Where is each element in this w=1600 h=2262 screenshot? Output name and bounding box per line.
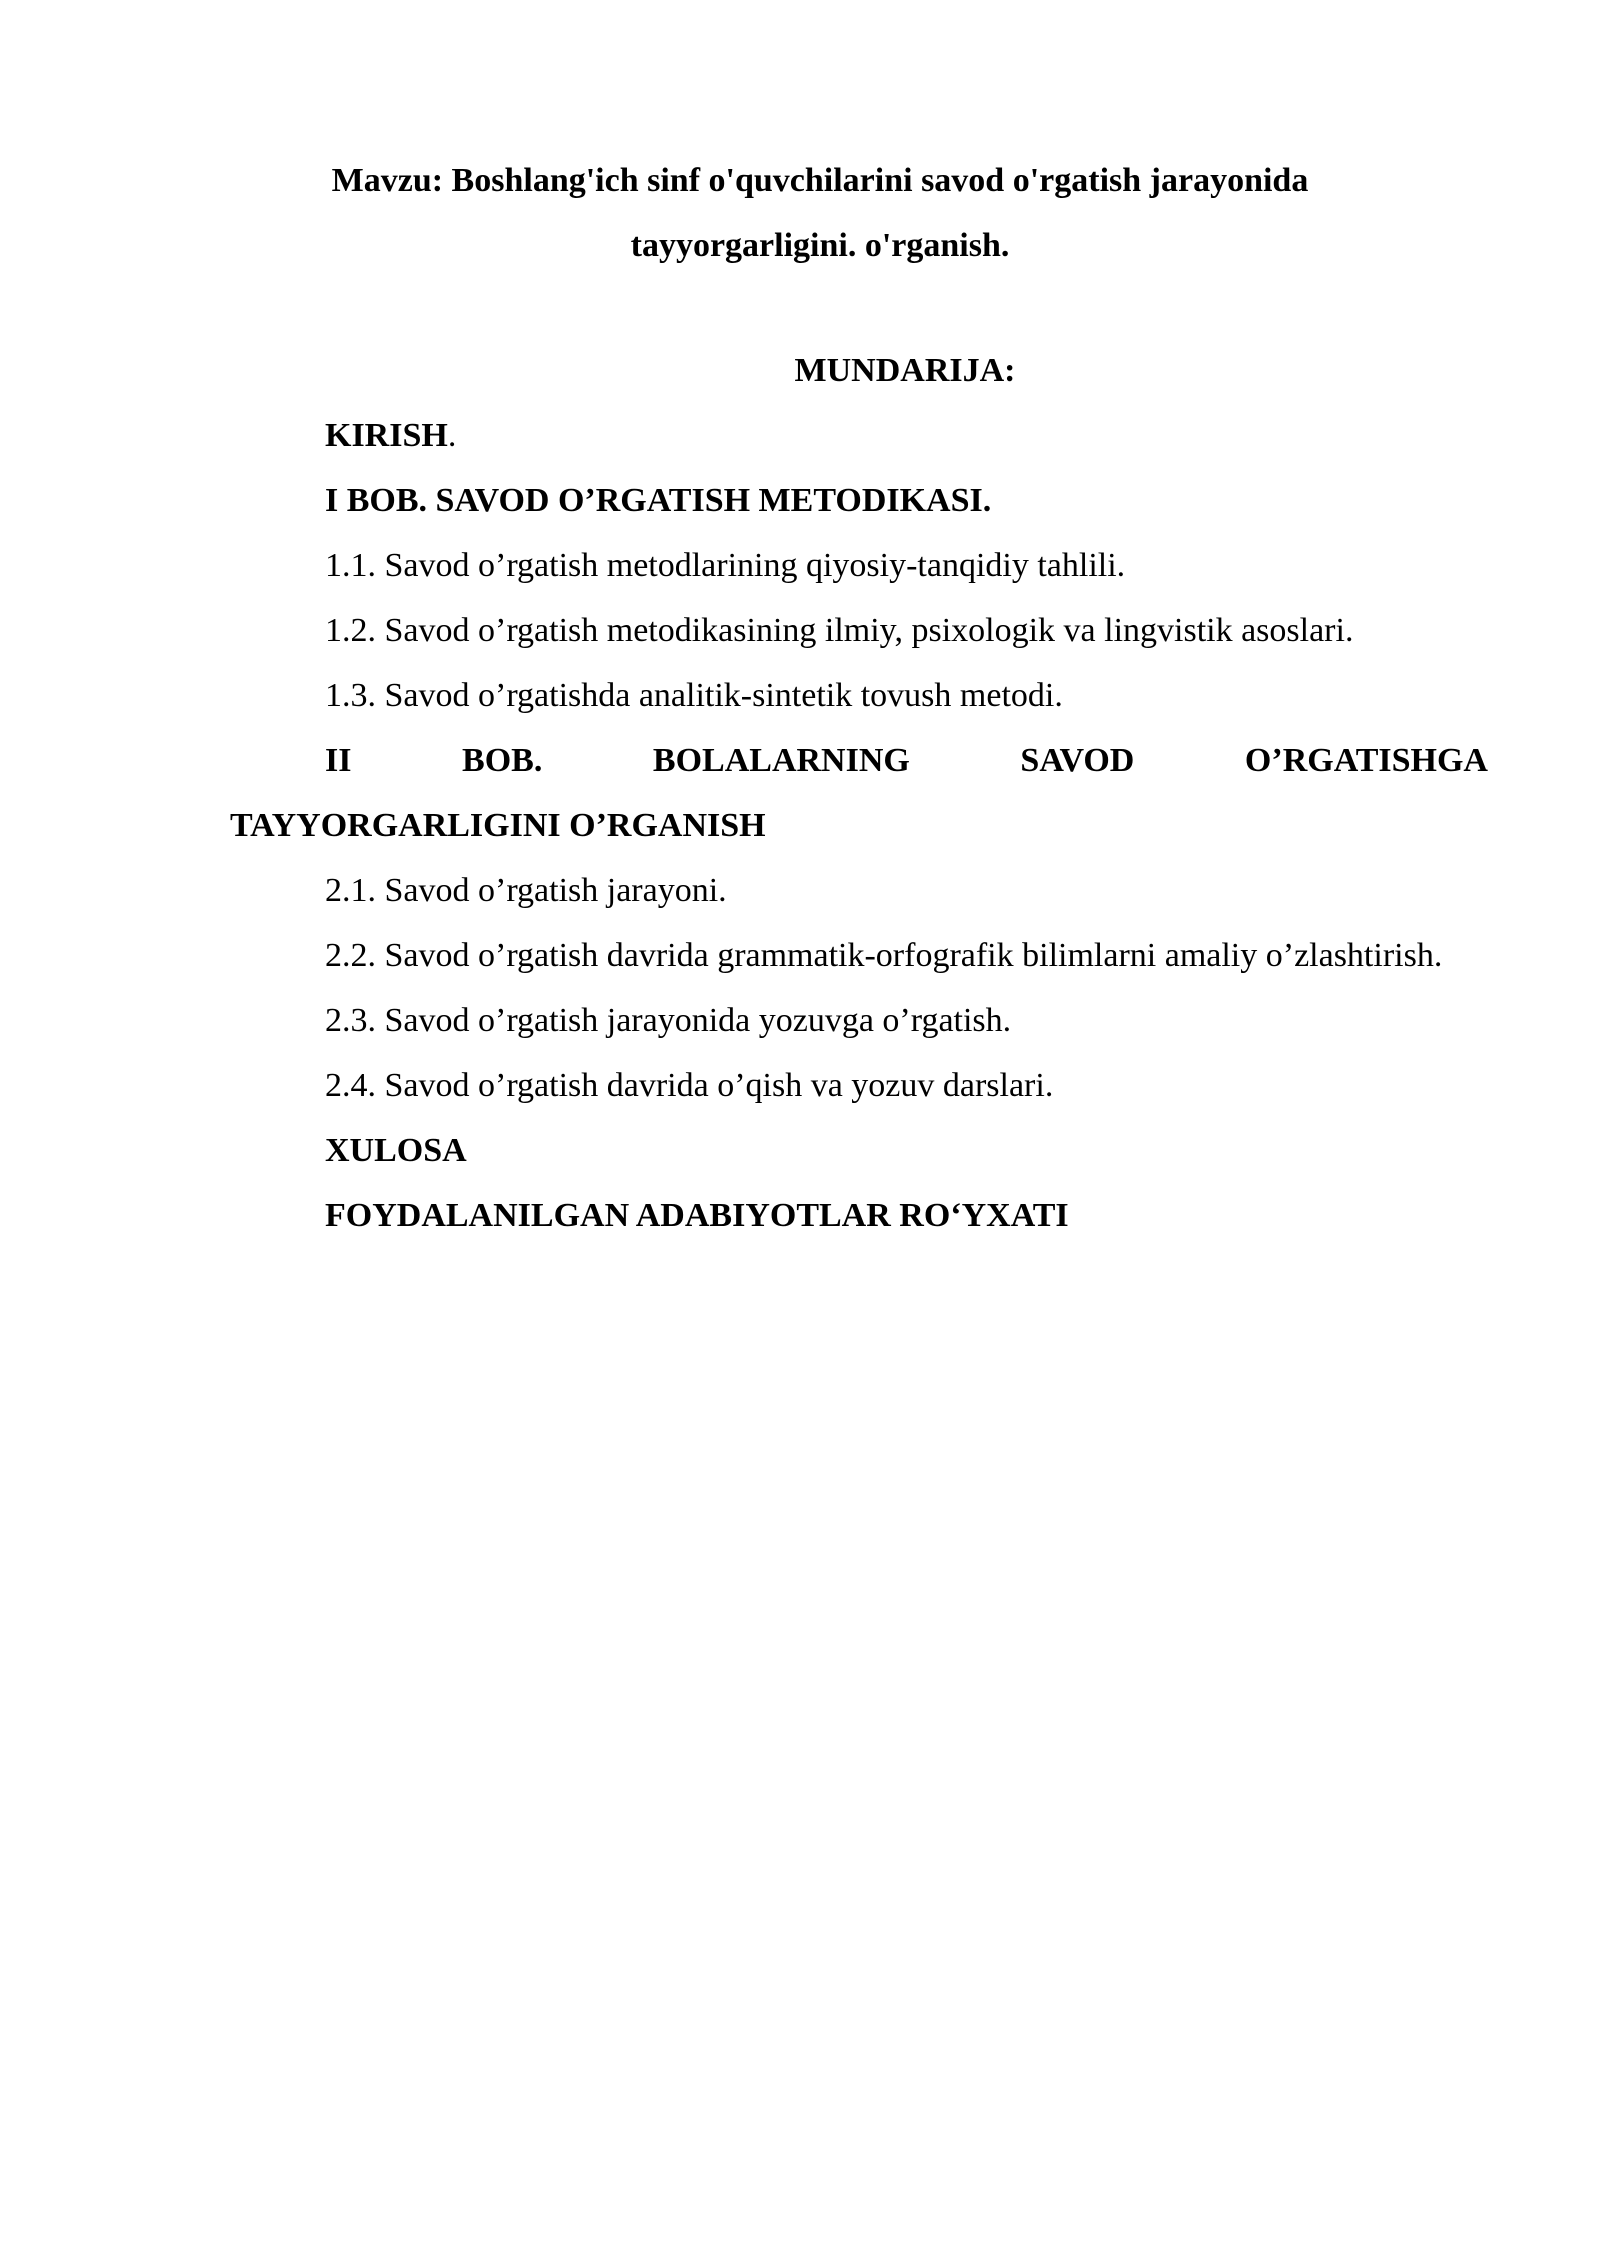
toc-entry-section-1-3: 1.3. Savod o’rgatishda analitik-sintetik tovush metodi. [325,677,1063,714]
toc-entry-chapter-2-word-3: BOLALARNING [652,742,910,779]
toc-entry-chapter-1: I BOB. SAVOD O’RGATISH METODIKASI. [325,482,992,519]
toc-entry-section-2-1: 2.1. Savod o’rgatish jarayoni. [325,872,727,909]
toc-entry-chapter-2-word-2: BOB. [462,742,543,779]
toc-entry-chapter-2-line-1 [230,728,1488,793]
toc-entry-section-2-2: 2.2. Savod o’rgatish davrida grammatik-orfografik bilimlarni amaliy o’zlashtirish. [325,937,1443,974]
toc-entry-chapter-2-word-1: II [325,742,352,779]
document-title-line-1: Mavzu: Boshlang'ich sinf o'quvchilarini savod o'rgatish jarayonida [331,162,1309,199]
toc-entry-chapter-2-line-2: TAYYORGARLIGINI O’RGANISH [230,807,766,844]
toc-entry-section-2-4: 2.4. Savod o’rgatish davrida o’qish va yozuv darslari. [325,1067,1054,1104]
document-title-line-2: tayyorgarligini. o'rganish. [630,227,1010,264]
toc-entry-introduction [230,403,1488,468]
toc-entry-section-2-3: 2.3. Savod o’rgatish jarayonida yozuvga o’rgatish. [325,1002,1012,1039]
toc-entry-introduction-dot: . [447,417,457,454]
toc-entry-chapter-2-word-4: SAVOD [1020,742,1135,779]
table-of-contents-heading: MUNDARIJA: [794,352,1016,389]
document-title [230,148,1410,278]
toc-entry-references: FOYDALANILGAN ADABIYOTLAR RO‘YXATI [325,1197,1069,1234]
toc-entry-section-1-1: 1.1. Savod o’rgatish metodlarining qiyosiy-tanqidiy tahlili. [325,547,1126,584]
toc-entry-chapter-2 [230,728,1488,858]
table-of-contents [230,403,1488,1248]
toc-entry-introduction-label: KIRISH [325,417,448,454]
toc-entry-chapter-2-word-5: O’RGATISHGA [1244,742,1488,779]
toc-entry-section-1-2: 1.2. Savod o’rgatish metodikasining ilmiy, psixologik va lingvistik asoslari. [325,612,1354,649]
toc-entry-conclusion: XULOSA [325,1132,467,1169]
